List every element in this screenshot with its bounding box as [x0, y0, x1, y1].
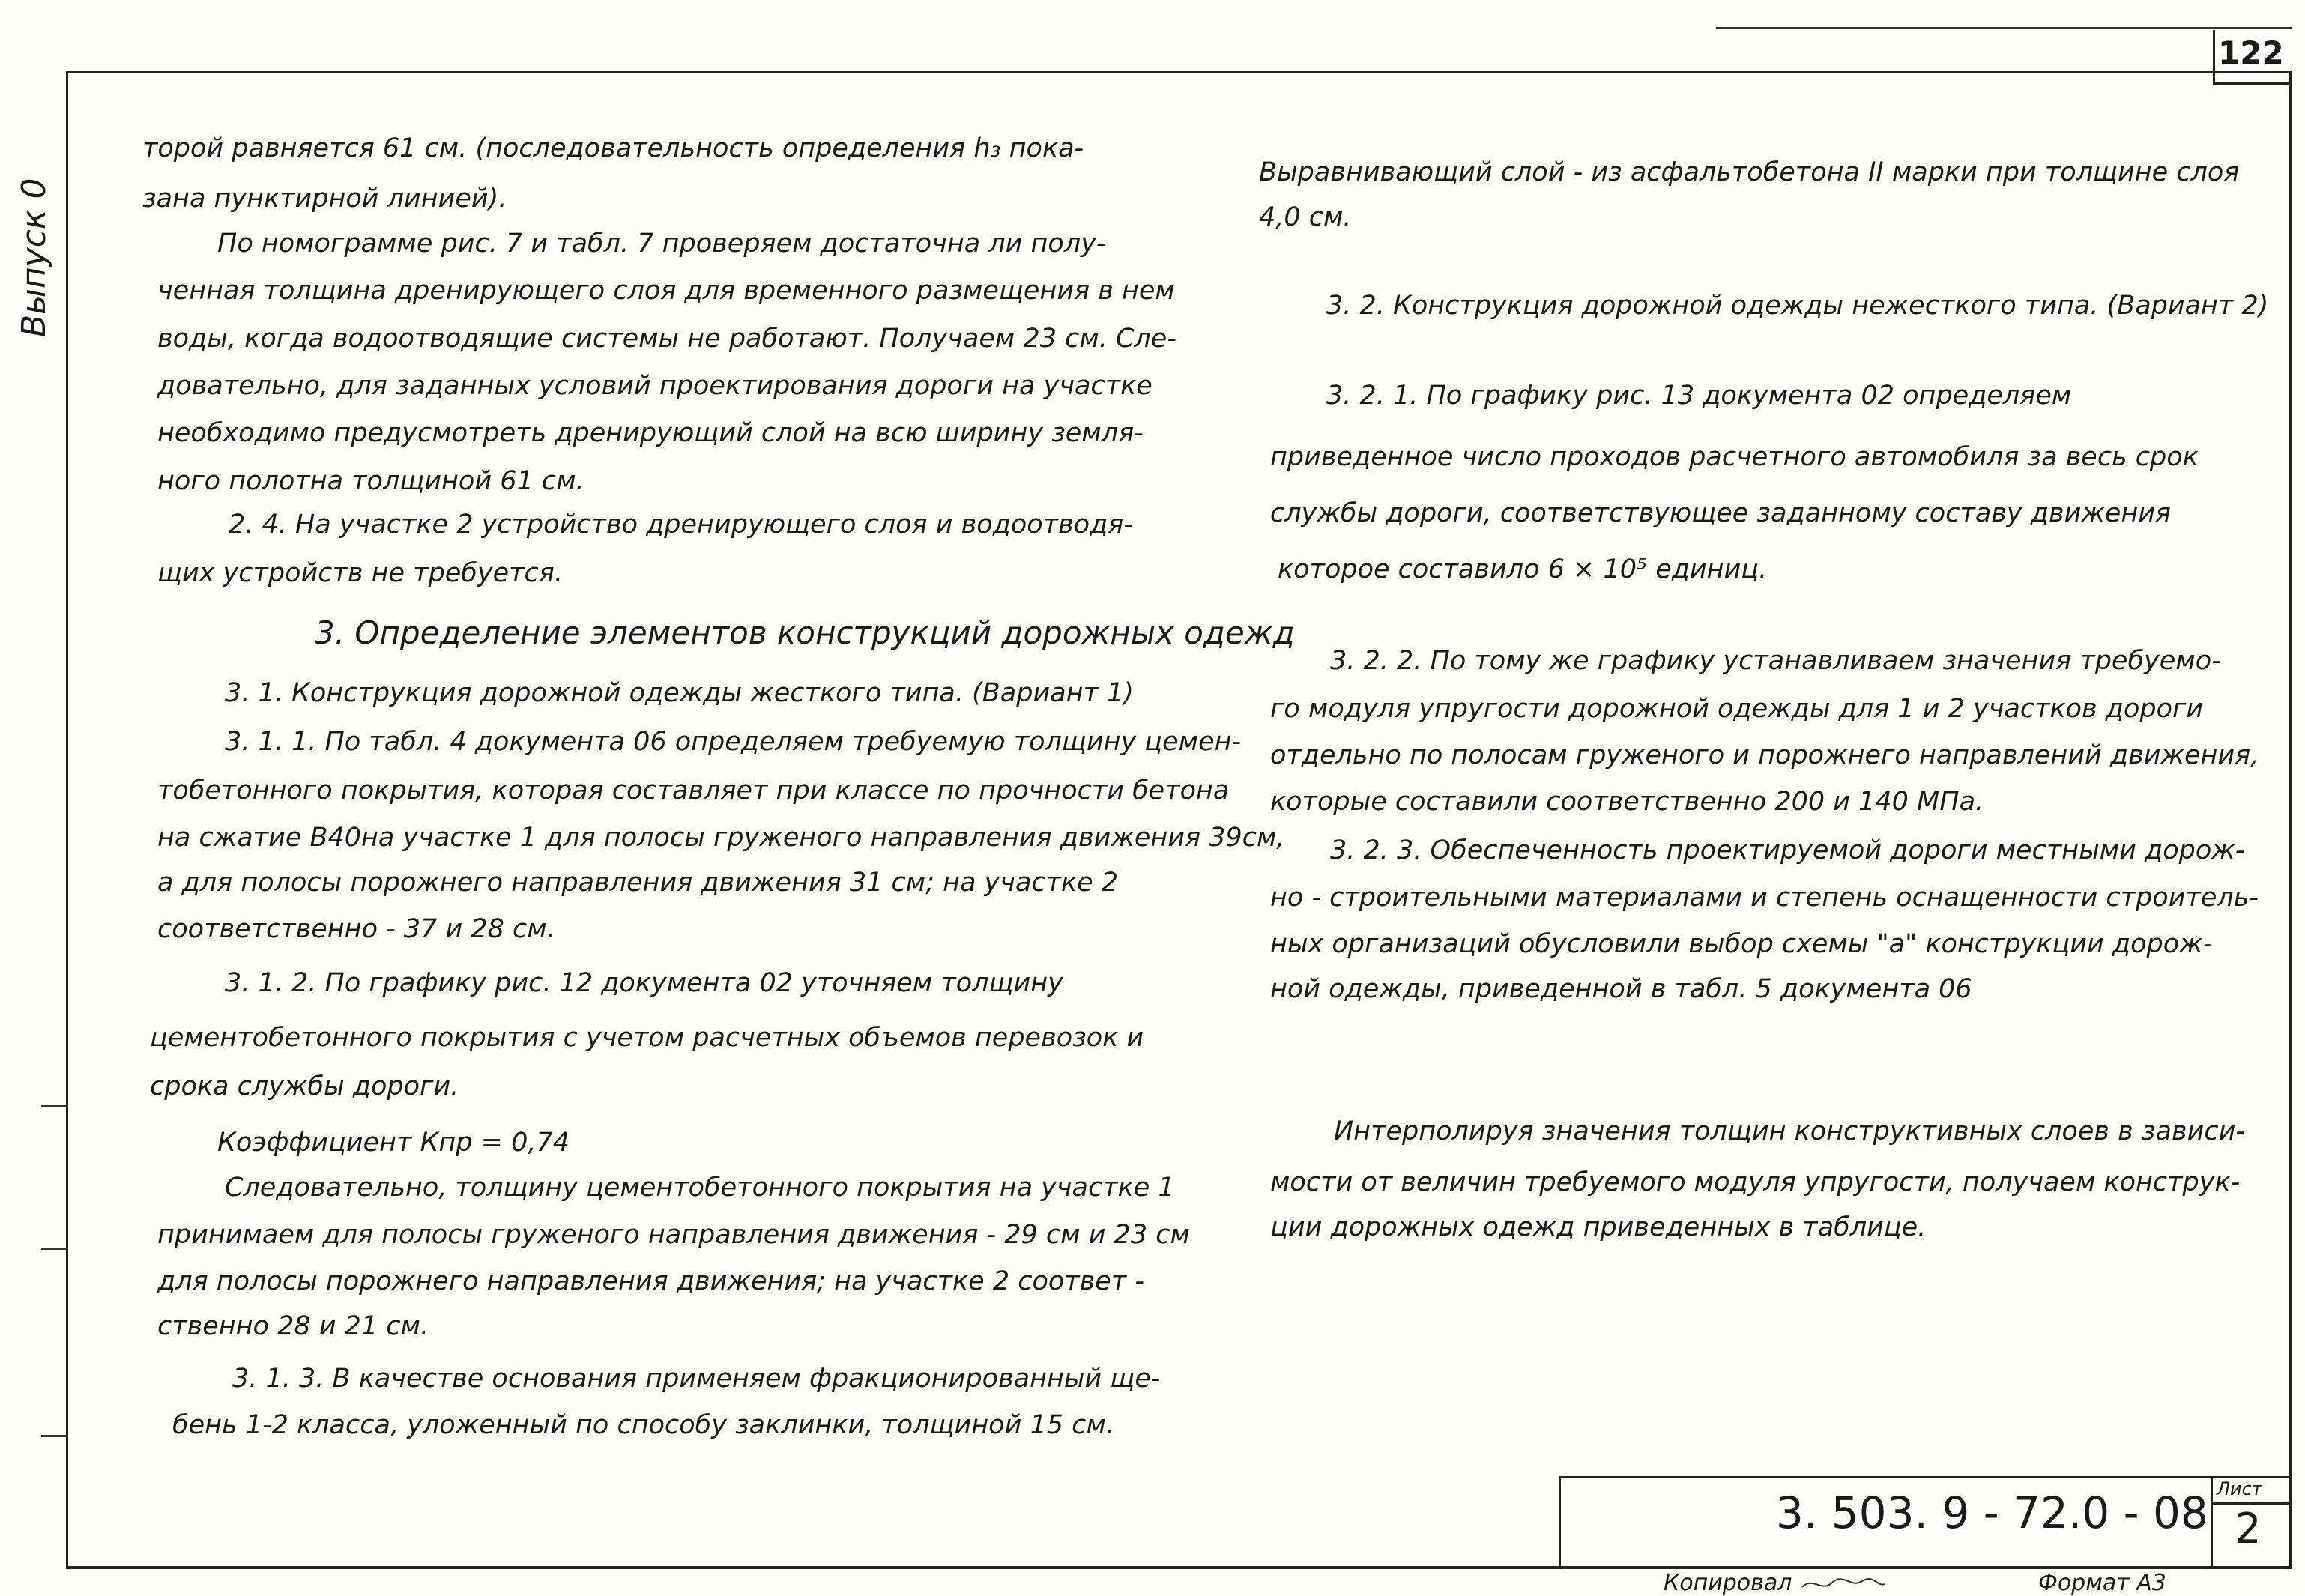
left-line: тобетонного покрытия, которая составляет при классе по прочности бетона — [157, 776, 1230, 805]
right-line: которое составило 6 × 10⁵ единиц. — [1278, 554, 1768, 584]
page-number: 122 — [2218, 34, 2284, 71]
left-line: соответственно - 37 и 28 см. — [157, 914, 555, 944]
signature — [1798, 1572, 1888, 1595]
right-line: службы дороги, соответствующее заданному составу движения — [1270, 498, 2172, 528]
margin-tick — [41, 1105, 68, 1107]
frame-top-border — [66, 71, 2292, 73]
left-line: а для полосы порожнего направления движения 31 см; на участке 2 — [157, 868, 1119, 898]
section-heading: 3. Определение элементов конструкций дорожных одежд — [315, 614, 1295, 651]
left-line: воды, когда водоотводящие системы не работают. Получаем 23 см. Сле- — [157, 324, 1176, 354]
right-line: 3. 2. 2. По тому же графику устанавливаем значения требуемо- — [1330, 646, 2221, 676]
left-line: на сжатие В40на участке 1 для полосы груженого направления движения 39см, — [157, 823, 1285, 853]
left-line: необходимо предусмотреть дренирующий слой на всю ширину земля- — [157, 418, 1144, 448]
left-line: довательно, для заданных условий проектирования дороги на участке — [157, 371, 1152, 401]
right-line: 3. 2. Конструкция дорожной одежды нежесткого типа. (Вариант 2) — [1326, 291, 2269, 321]
left-line: 3. 1. 2. По графику рис. 12 документа 02 уточняем толщину — [225, 968, 1063, 998]
frame-right-border — [2289, 71, 2292, 1569]
right-line: 3. 2. 3. Обеспеченность проектируемой дороги местными дорож- — [1330, 835, 2245, 865]
left-line: торой равняется 61 см. (последовательность определения h₃ пока- — [142, 133, 1084, 163]
sheet-label: Лист — [2217, 1478, 2262, 1499]
title-block-divider — [2211, 1476, 2213, 1566]
footer-copied: Копировал — [1664, 1570, 1792, 1596]
left-line: ченная толщина дренирующего слоя для временного размещения в нем — [157, 276, 1175, 306]
left-line: Следовательно, толщину цементобетонного покрытия на участке 1 — [225, 1173, 1175, 1203]
frame-left-border — [66, 71, 68, 1566]
left-line: бень 1-2 класса, уложенный по способу заклинки, толщиной 15 см. — [172, 1410, 1114, 1440]
top-border-extension — [1716, 27, 2292, 29]
margin-tick — [41, 1435, 68, 1437]
left-line: ного полотна толщиной 61 см. — [157, 466, 584, 496]
left-line: 3. 1. Конструкция дорожной одежды жесткого типа. (Вариант 1) — [225, 678, 1134, 708]
right-line: ции дорожных одежд приведенных в таблице. — [1270, 1212, 1927, 1242]
margin-tick — [41, 1248, 68, 1250]
sheet-number: 2 — [2235, 1505, 2262, 1553]
right-line: 4,0 см. — [1259, 202, 1352, 232]
left-line: срока службы дороги. — [150, 1071, 459, 1101]
right-line: отдельно по полосам груженого и порожнего направлений движения, — [1270, 740, 2259, 770]
left-line: для полосы порожнего направления движения; на участке 2 соответ - — [157, 1266, 1144, 1296]
left-line: Коэффициент Кпр = 0,74 — [217, 1128, 570, 1158]
right-line: ной одежды, приведенной в табл. 5 документа 06 — [1270, 974, 1972, 1004]
left-line: цементобетонного покрытия с учетом расчетных объемов перевозок и — [150, 1023, 1144, 1053]
footer-format: Формат А3 — [2038, 1570, 2166, 1596]
left-line: 3. 1. 3. В качестве основания применяем фракционированный ще- — [232, 1364, 1161, 1394]
side-label: Выпуск 0 — [15, 178, 53, 337]
left-line: щих устройств не требуется. — [157, 558, 563, 588]
right-line: 3. 2. 1. По графику рис. 13 документа 02 определяем — [1326, 381, 2072, 411]
right-line: го модуля упругости дорожной одежды для 1 и 2 участков дороги — [1270, 694, 2204, 724]
left-line: ственно 28 и 21 см. — [157, 1311, 429, 1341]
right-line: которые составили соответственно 200 и 140 МПа. — [1270, 787, 1984, 817]
left-line: По номограмме рис. 7 и табл. 7 проверяем достаточна ли полу- — [217, 229, 1106, 259]
right-line: ных организаций обусловили выбор схемы "а" конструкции дорож- — [1270, 929, 2213, 959]
left-line: 2. 4. На участке 2 устройство дренирующего слоя и водоотводя- — [229, 510, 1133, 539]
right-line: Выравнивающий слой - из асфальтобетона II марки при толщине слоя — [1259, 157, 2240, 187]
document-code: 3. 503. 9 - 72.0 - 08 — [1776, 1487, 2208, 1538]
right-line: но - строительными материалами и степень оснащенности строитель- — [1270, 883, 2259, 913]
right-line: мости от величин требуемого модуля упругости, получаем конструк- — [1270, 1167, 2241, 1197]
left-line: 3. 1. 1. По табл. 4 документа 06 определяем требуемую толщину цемен- — [225, 727, 1242, 757]
left-line: принимаем для полосы груженого направления движения - 29 см и 23 см — [157, 1220, 1190, 1250]
right-line: приведенное число проходов расчетного автомобиля за весь срок — [1270, 442, 2199, 472]
right-line: Интерполируя значения толщин конструктивных слоев в зависи- — [1334, 1116, 2245, 1146]
left-line: зана пунктирной линией). — [142, 184, 507, 214]
